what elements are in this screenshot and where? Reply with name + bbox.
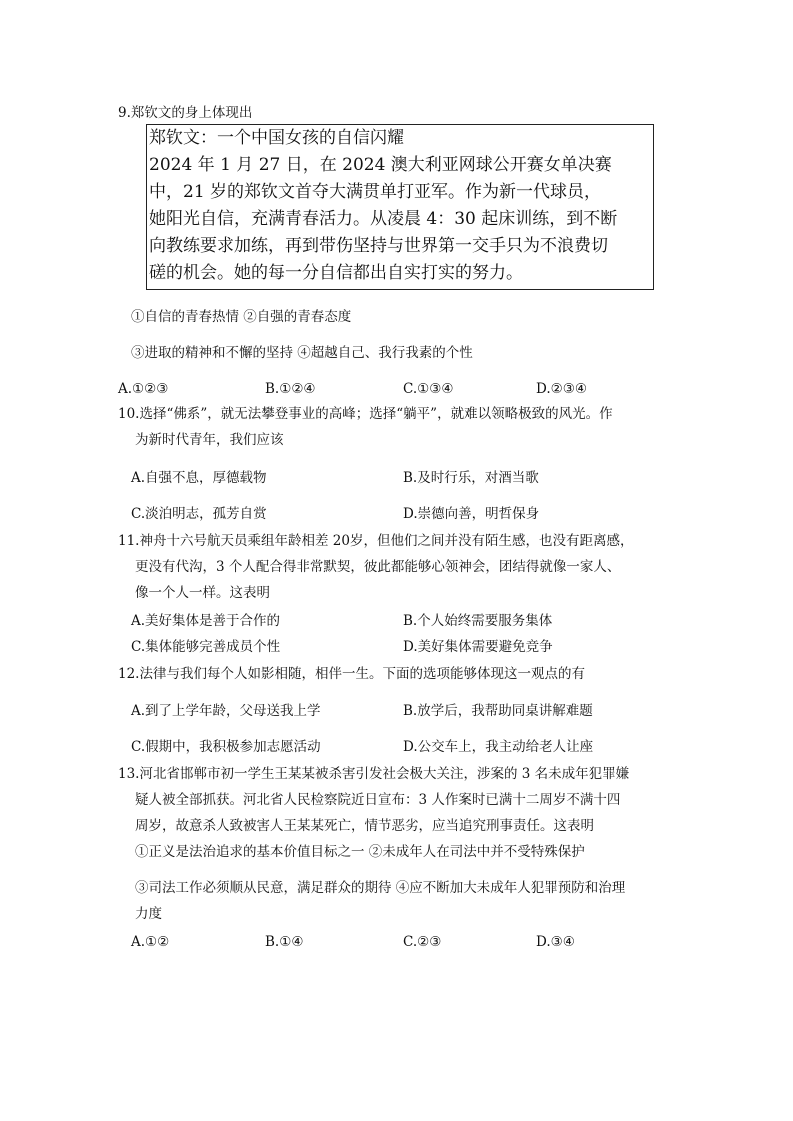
q13-statement: ①正义是法治追求的基本价值目标之一 ②未成年人在司法中并不受特殊保护: [135, 844, 585, 860]
q13-stem: 周岁，故意杀人致被害人王某某死亡，情节恶劣，应当追究刑事责任。这表明: [135, 818, 594, 834]
q13-option-c[interactable]: C.②③: [403, 934, 442, 950]
q12-option-c[interactable]: C.假期中，我积极参加志愿活动: [131, 739, 321, 755]
q12-option-b[interactable]: B.放学后，我帮助同桌讲解难题: [403, 703, 593, 719]
q12-option-d[interactable]: D.公交车上，我主动给老人让座: [403, 739, 594, 755]
q13-stem: 13.河北省邯郸市初一学生王某某被杀害引发社会极大关注，涉案的 3 名未成年犯罪嫌: [118, 766, 630, 782]
q9-box-line: 2024 年 1 月 27 日，在 2024 澳大利亚网球公开赛女单决赛: [149, 155, 612, 175]
q9-box-line: 中，21 岁的郑钦文首夺大满贯单打亚军。作为新一代球员，: [149, 182, 602, 202]
q9-material-box: [146, 124, 654, 290]
q10-stem: 为新时代青年，我们应该: [135, 432, 284, 448]
q12-option-a[interactable]: A.到了上学年龄，父母送我上学: [131, 703, 321, 719]
q9-option-d[interactable]: D.②③④: [536, 381, 587, 397]
q9-box-line: 磋的机会。她的每一分自信都出自实打实的努力。: [149, 263, 523, 283]
q10-option-d[interactable]: D.崇德向善，明哲保身: [403, 506, 540, 522]
q9-statement: ①自信的青春热情 ②自强的青春态度: [131, 309, 352, 325]
q11-option-d[interactable]: D.美好集体需要避免竞争: [403, 639, 553, 655]
q13-option-a[interactable]: A.①②: [131, 934, 170, 950]
q13-statement: 力度: [135, 906, 162, 922]
q10-stem: 10.选择“佛系”，就无法攀登事业的高峰；选择“躺平”，就难以领略极致的风光。作: [118, 406, 613, 422]
q11-stem: 11.神舟十六号航天员乘组年龄相差 20岁，但他们之间并没有陌生感，也没有距离感，: [118, 533, 634, 549]
q9-option-a[interactable]: A.①②③: [118, 381, 169, 397]
q11-option-c[interactable]: C.集体能够完善成员个性: [131, 639, 281, 655]
q11-stem: 更没有代沟，3 个人配合得非常默契，彼此都能够心领神会，团结得就像一家人、: [135, 559, 621, 575]
q12-stem: 12.法律与我们每个人如影相随，相伴一生。下面的选项能够体现这一观点的有: [118, 666, 585, 682]
q9-box-line: 她阳光自信，充满青春活力。从凌晨 4：30 起床训练，到不断: [149, 209, 618, 229]
q11-stem: 像一个人一样。这表明: [135, 585, 270, 601]
q13-option-d[interactable]: D.③④: [536, 934, 575, 950]
q9-option-c[interactable]: C.①③④: [403, 381, 454, 397]
q13-stem: 疑人被全部抓获。河北省人民检察院近日宣布：3 人作案时已满十二周岁不满十四: [135, 792, 621, 808]
q9-option-b[interactable]: B.①②④: [265, 381, 316, 397]
q10-option-a[interactable]: A.自强不息，厚德载物: [131, 470, 267, 486]
q13-statement: ③司法工作必须顺从民意，满足群众的期待 ④应不断加大未成年人犯罪预防和治理: [135, 880, 626, 896]
q13-option-b[interactable]: B.①④: [265, 934, 304, 950]
q11-option-b[interactable]: B.个人始终需要服务集体: [403, 613, 553, 629]
q10-option-c[interactable]: C.淡泊明志，孤芳自赏: [131, 506, 267, 522]
q10-option-b[interactable]: B.及时行乐，对酒当歌: [403, 470, 539, 486]
q9-stem: 9.郑钦文的身上体现出: [118, 105, 253, 121]
q9-box-title: 郑钦文：一个中国女孩的自信闪耀: [149, 128, 404, 148]
q9-statement: ③进取的精神和不懈的坚持 ④超越自己、我行我素的个性: [131, 345, 473, 361]
q9-box-line: 向教练要求加练，再到带伤坚持与世界第一交手只为不浪费切: [149, 236, 608, 256]
q11-option-a[interactable]: A.美好集体是善于合作的: [131, 613, 281, 629]
